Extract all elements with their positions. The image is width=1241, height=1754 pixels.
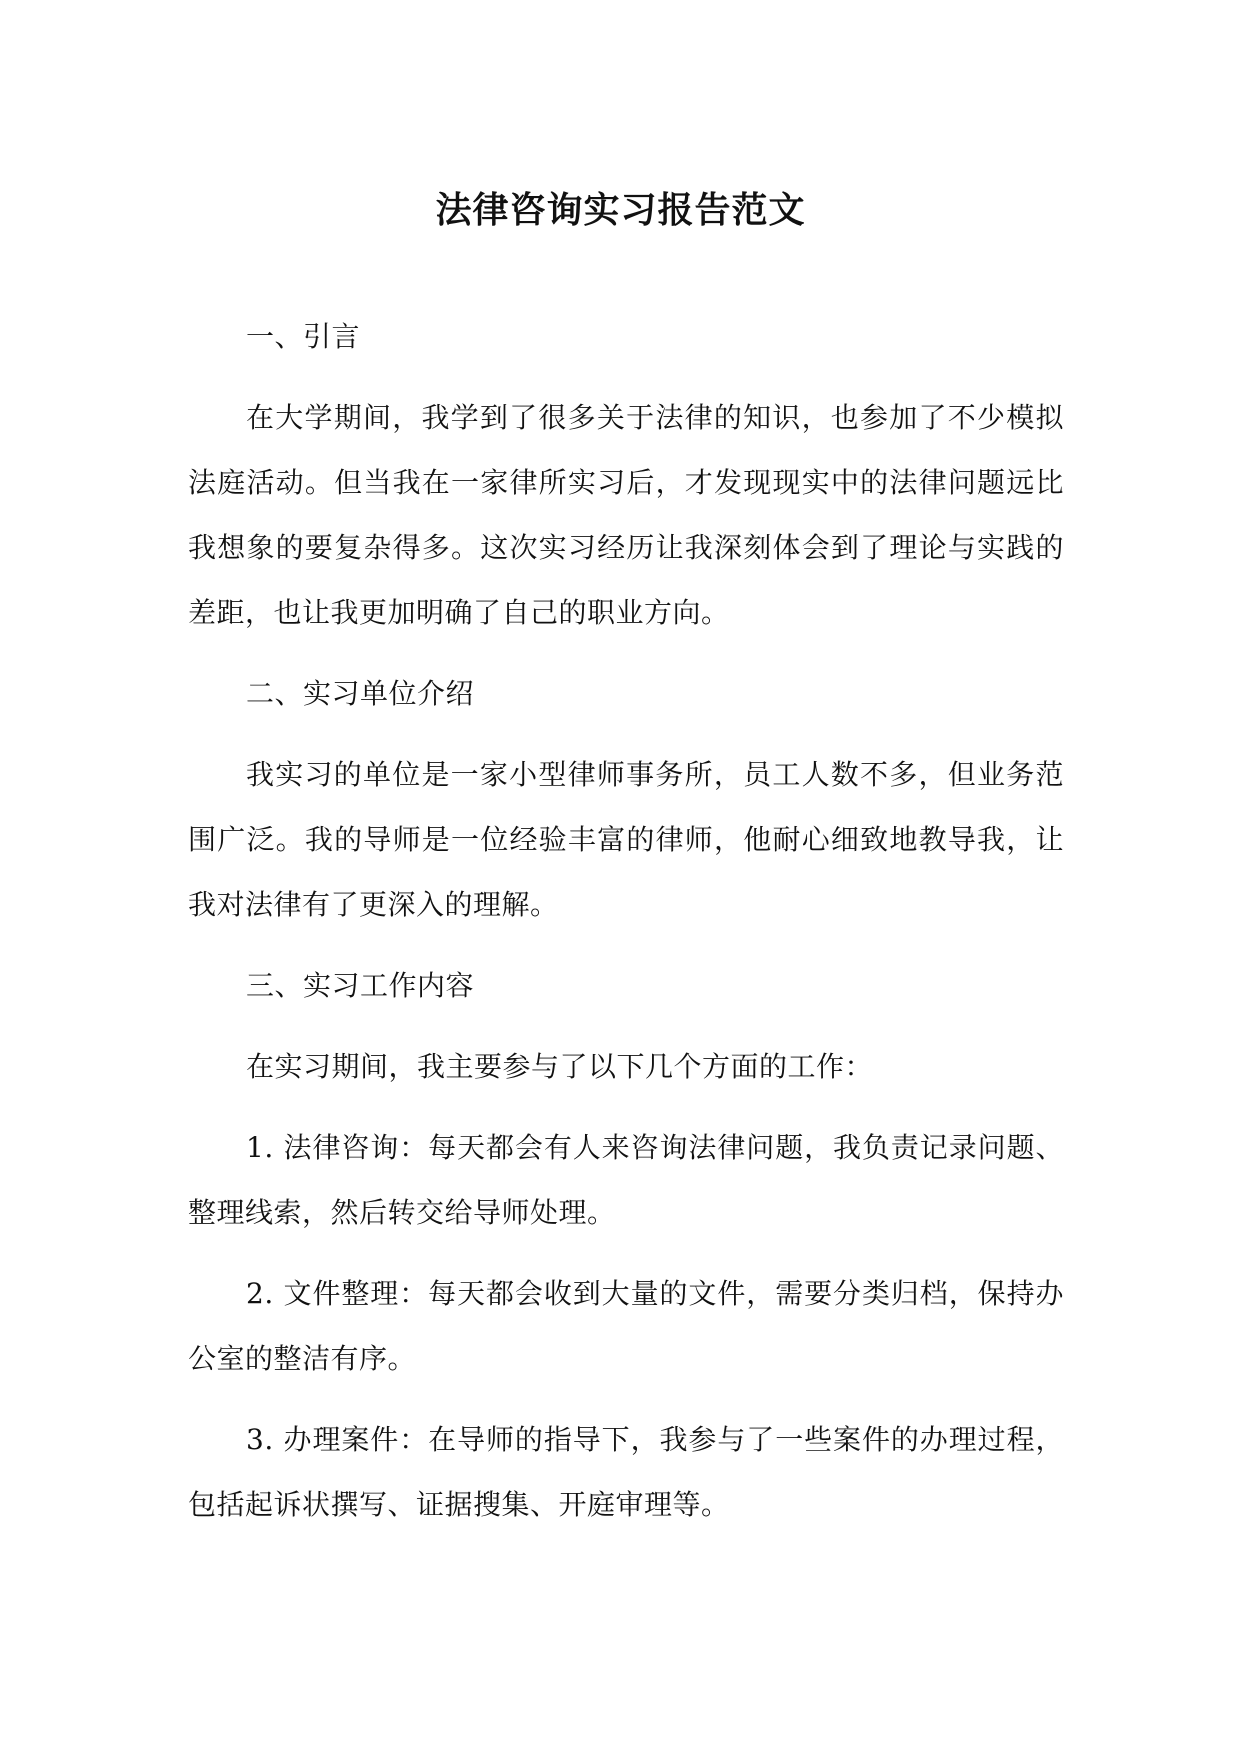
section-heading-internship-unit: 二、实习单位介绍 <box>246 677 475 710</box>
list-item-legal-consultation: 1. 法律咨询：每天都会有人来咨询法律问题，我负责记录问题、整理线索，然后转交给导师处理。 <box>188 1131 1064 1229</box>
list-item-file-organization: 2. 文件整理：每天都会收到大量的文件，需要分类归档，保持办公室的整洁有序。 <box>188 1277 1064 1375</box>
paragraph-work-intro: 在实习期间，我主要参与了以下几个方面的工作： <box>246 1050 874 1083</box>
paragraph-introduction: 在大学期间，我学到了很多关于法律的知识，也参加了不少模拟法庭活动。但当我在一家律所实习后，才发现现实中的法律问题远比我想象的要复杂得多。这次实习经历让我深刻体会到了理论与实践的差距，也让我更加明确了自己的职业方向。 <box>188 401 1064 629</box>
section-heading-work-content: 三、实习工作内容 <box>246 969 475 1002</box>
document-body <box>188 304 1064 1553</box>
list-item-case-handling: 3. 办理案件：在导师的指导下，我参与了一些案件的办理过程，包括起诉状撰写、证据搜集、开庭审理等。 <box>188 1423 1064 1521</box>
paragraph-internship-unit: 我实习的单位是一家小型律师事务所，员工人数不多，但业务范围广泛。我的导师是一位经验丰富的律师，他耐心细致地教导我，让我对法律有了更深入的理解。 <box>188 758 1064 921</box>
section-heading-introduction: 一、引言 <box>246 320 361 353</box>
document-title: 法律咨询实习报告范文 <box>435 189 806 231</box>
